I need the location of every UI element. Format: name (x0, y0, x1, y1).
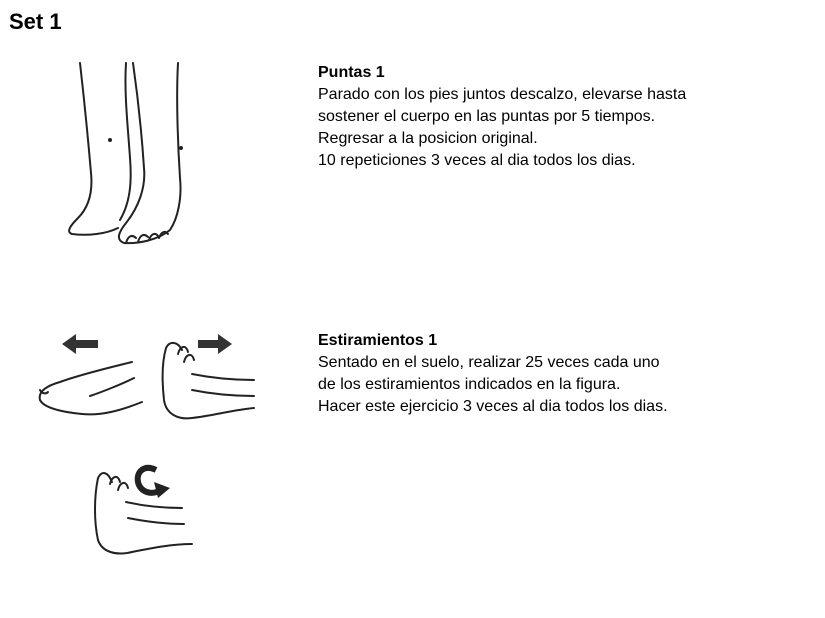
tiptoe-feet-illustration (58, 58, 203, 253)
exercise-instruction-line: sostener el cuerpo en las puntas por 5 tiempos. (318, 108, 656, 125)
arrow-left-icon (62, 334, 98, 354)
exercise-instruction-line: 10 repeticiones 3 veces al dia todos los dias. (318, 152, 636, 169)
foot-stretch-illustration (32, 322, 264, 564)
exercise-title: Estiramientos 1 (318, 332, 438, 349)
exercise-instruction-line: Sentado en el suelo, realizar 25 veces cada uno (318, 354, 660, 371)
exercise-instruction-line: Hacer este ejercicio 3 veces al dia todos los dias. (318, 398, 668, 415)
exercise-instruction-line: Regresar a la posicion original. (318, 130, 538, 147)
exercise-title: Puntas 1 (318, 64, 385, 81)
set-title: Set 1 (9, 9, 62, 34)
exercise-instruction-line: Parado con los pies juntos descalzo, elevarse hasta (318, 86, 687, 103)
arrow-right-icon (198, 334, 232, 354)
exercise-instruction-line: de los estiramientos indicados en la figura. (318, 376, 621, 393)
exercise-puntas (318, 62, 798, 172)
rotate-arrow-icon (138, 468, 170, 498)
exercise-estiramientos (318, 330, 798, 418)
